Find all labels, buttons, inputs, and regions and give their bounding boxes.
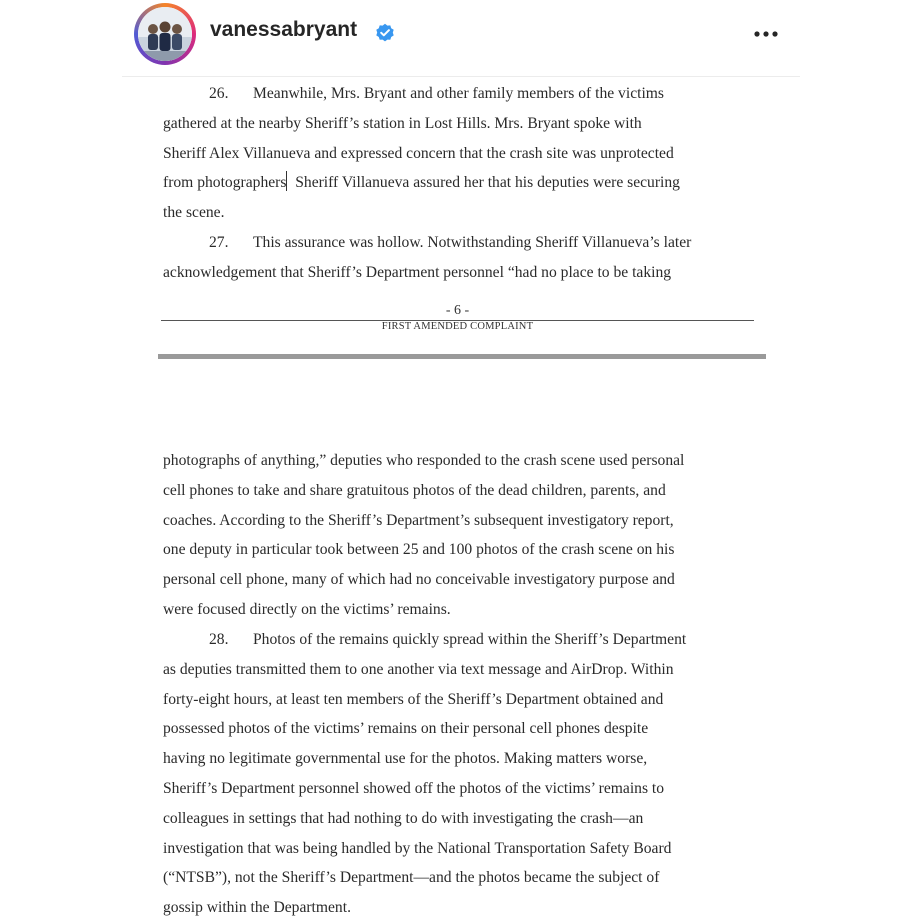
username[interactable]: vanessabryant [210, 18, 358, 41]
text-line: gossip within the Department. [163, 899, 351, 917]
post-header [122, 0, 800, 77]
text-line: (“NTSB”), not the Sheriff’s Department—and the photos became the subject of [163, 869, 660, 887]
text-line: 26. Meanwhile, Mrs. Bryant and other family members of the victims [163, 79, 763, 109]
text-line: Sheriff Alex Villanueva and expressed concern that the crash site was unprotected [163, 144, 674, 162]
more-options-icon[interactable] [750, 22, 782, 46]
text-line: 27. This assurance was hollow. Notwithstanding Sheriff Villanueva’s later [163, 228, 763, 258]
paragraph-27-continued [163, 446, 763, 625]
text-line: one deputy in particular took between 25 and 100 photos of the crash scene on his [163, 541, 675, 559]
text-line: cell phones to take and share gratuitous photos of the dead children, parents, and [163, 481, 666, 499]
avatar-image-icon [138, 7, 192, 61]
text-line: forty-eight hours, at least ten members of the Sheriff’s Department obtained and [163, 690, 664, 708]
text-line: colleagues in settings that had nothing to do with investigating the crash—an [163, 809, 644, 827]
paragraph-28 [163, 625, 763, 923]
paragraph-number: 26. [209, 85, 229, 102]
text-line: possessed photos of the victims’ remains on their personal cell phones despite [163, 720, 649, 738]
text-line: investigation that was being handled by the National Transportation Safety Board [163, 839, 672, 857]
story-ring[interactable] [134, 3, 196, 65]
text-line: Sheriff’s Department personnel showed off the photos of the victims’ remains to [163, 779, 665, 797]
page-number: - 6 - [445, 303, 470, 318]
paragraph-26 [163, 79, 763, 228]
text-line: were focused directly on the victims’ remains. [163, 600, 451, 618]
avatar[interactable] [138, 7, 192, 61]
page-break-bar [158, 354, 766, 359]
text-line: the scene. [163, 204, 225, 222]
text-line: from photographers Sheriff Villanueva assured her that his deputies were securing [163, 168, 763, 198]
text-line: coaches. According to the Sheriff’s Department’s subsequent investigatory report, [163, 511, 674, 529]
text-line: as deputies transmitted them to one another via text message and AirDrop. Within [163, 660, 674, 678]
footer-title: FIRST AMENDED COMPLAINT [381, 321, 534, 332]
paragraph-27 [163, 228, 763, 288]
paragraph-number: 27. [209, 234, 229, 251]
text-line: gathered at the nearby Sheriff’s station in Lost Hills. Mrs. Bryant spoke with [163, 114, 642, 132]
text-line: having no legitimate governmental use for the photos. Making matters worse, [163, 750, 648, 768]
paragraph-number: 28. [209, 631, 229, 648]
text-line: personal cell phone, many of which had no conceivable investigatory purpose and [163, 571, 675, 589]
verified-badge-icon [375, 23, 395, 43]
text-cursor [286, 171, 287, 191]
text-line: photographs of anything,” deputies who responded to the crash scene used personal [163, 452, 685, 469]
text-line: 28. Photos of the remains quickly spread within the Sheriff’s Department [163, 625, 763, 655]
text-line: acknowledgement that Sheriff’s Department personnel “had no place to be taking [163, 263, 672, 281]
